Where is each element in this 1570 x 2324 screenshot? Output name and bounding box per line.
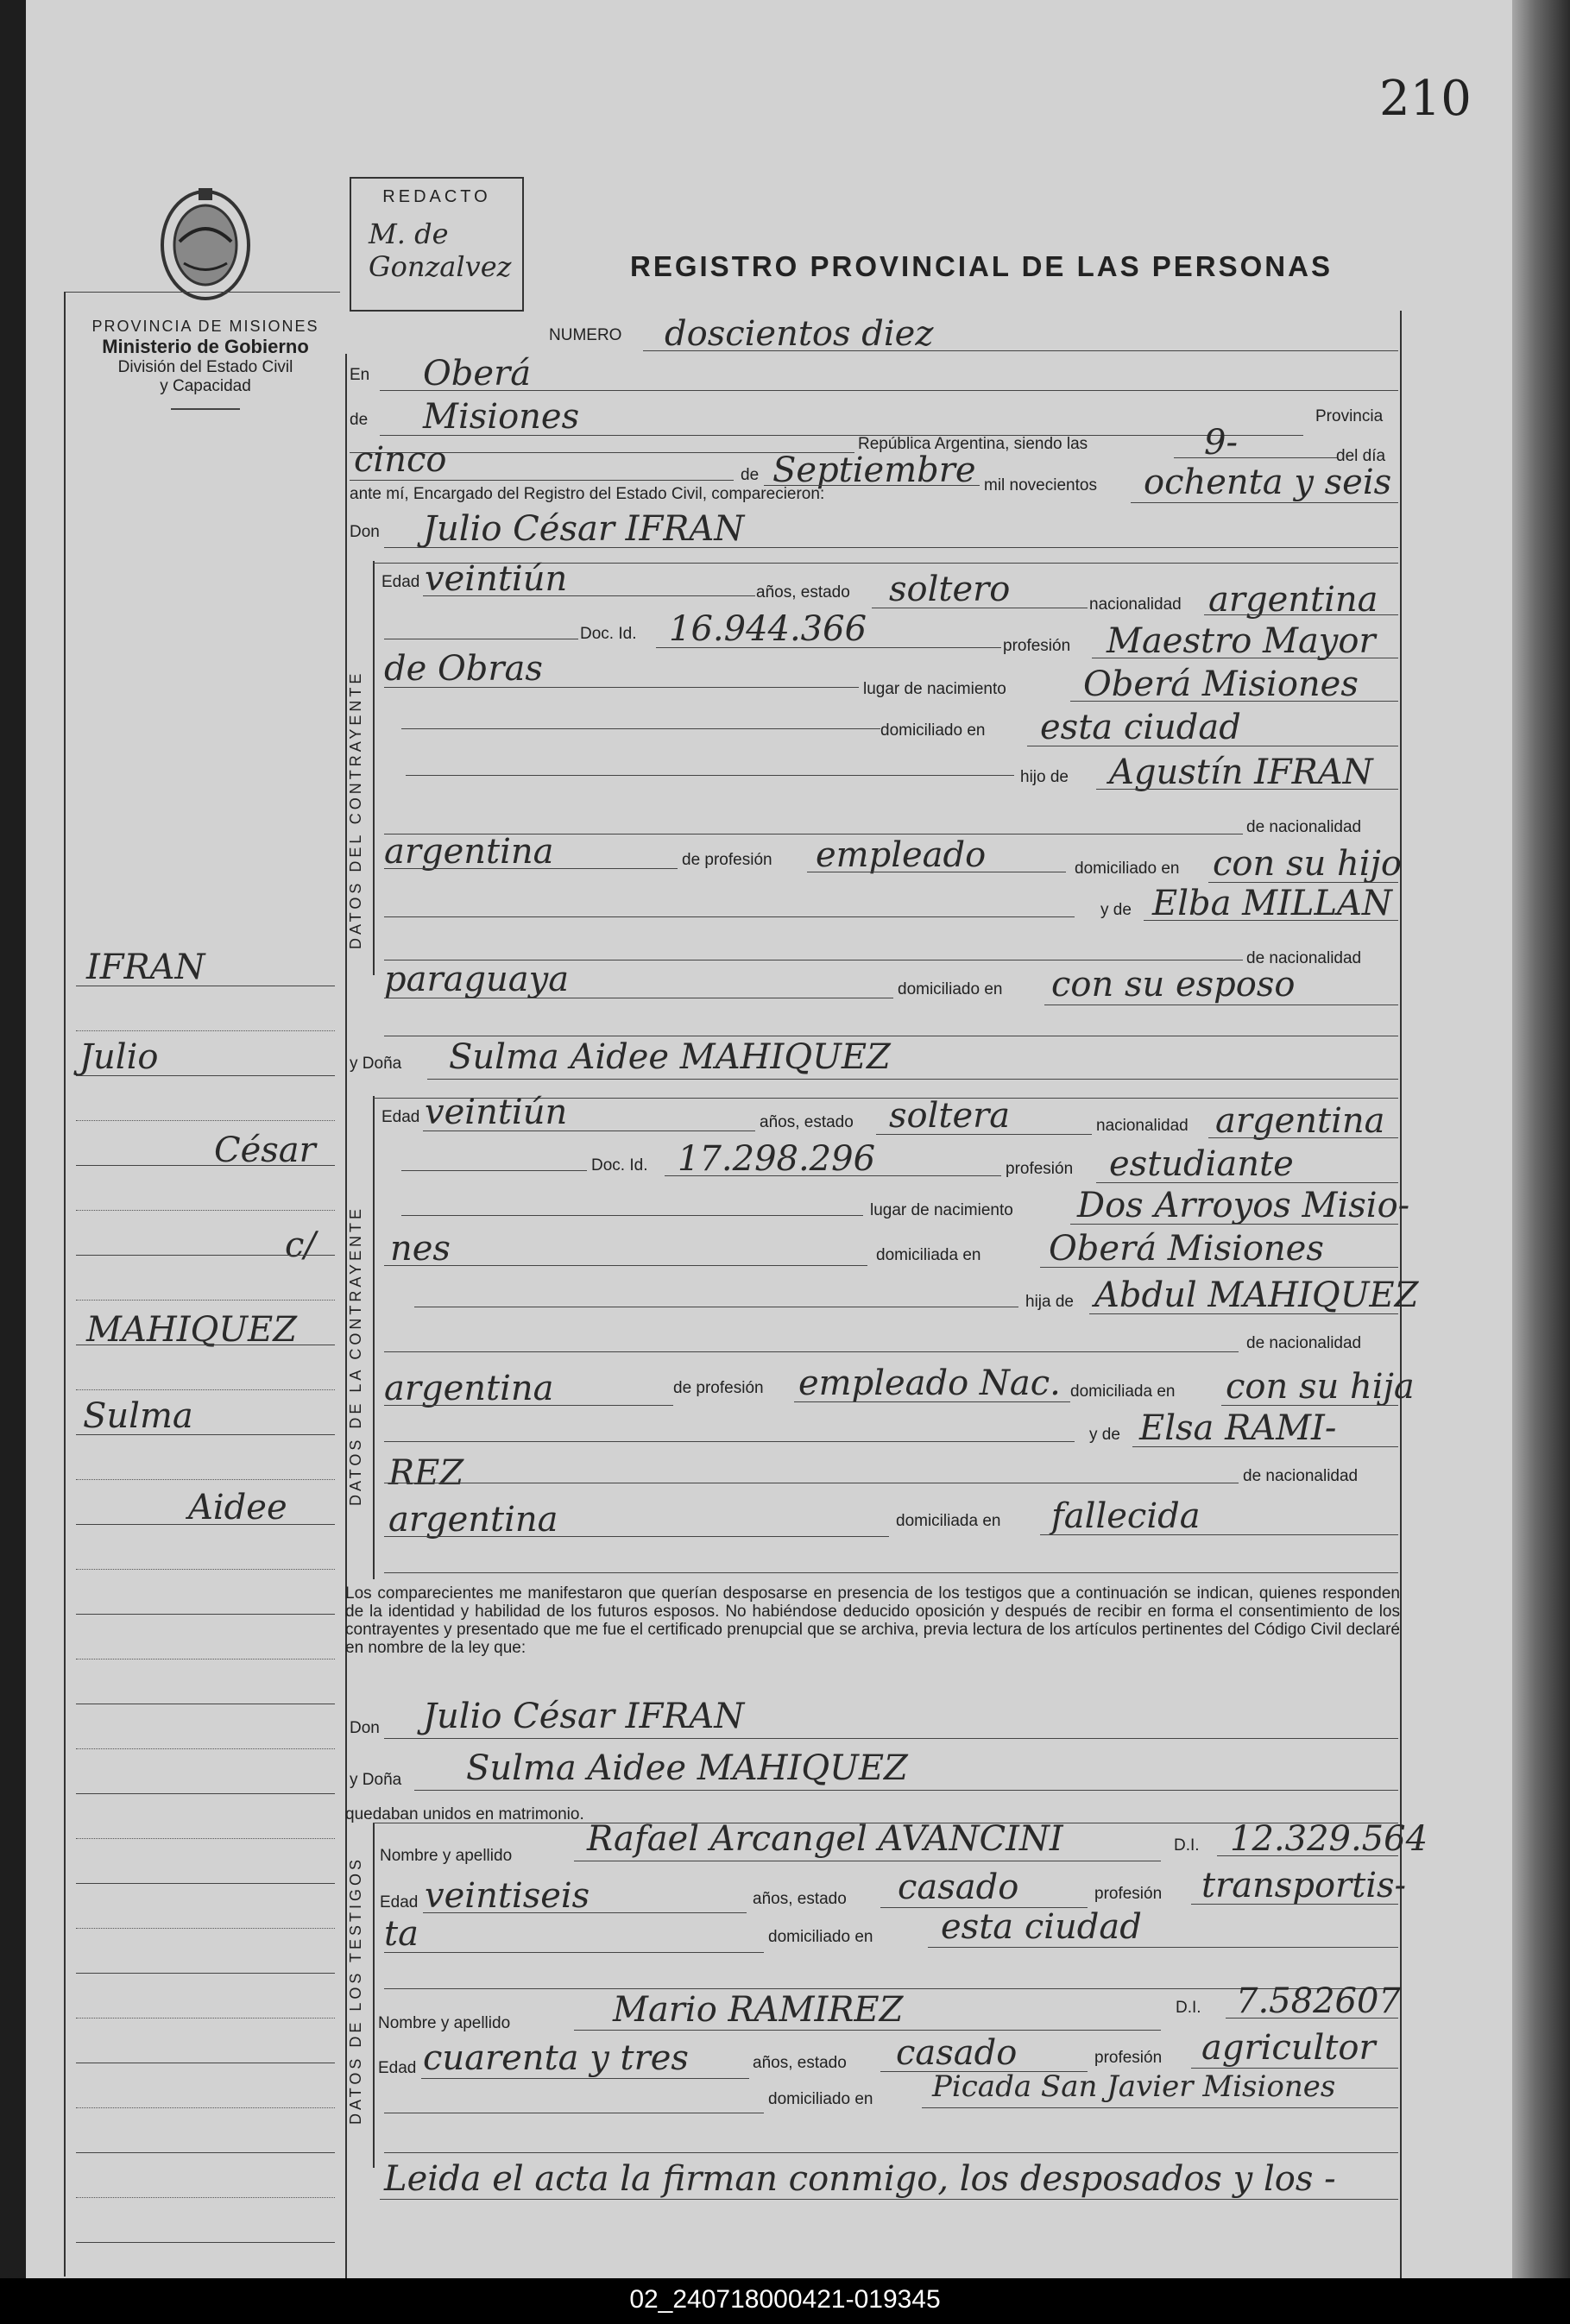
don-value: Julio César IFRAN [423, 509, 745, 549]
f-padre-dom: con su hija [1226, 1367, 1415, 1407]
margin-name-1: IFRAN [86, 948, 205, 987]
dona-label: y Doña [350, 1055, 402, 1073]
f-padre-value: Abdul MAHIQUEZ [1094, 1275, 1419, 1315]
mes-value: Septiembre [772, 450, 976, 490]
contrayenta-side-label: DATOS DE LA CONTRAYENTE [347, 1205, 364, 1506]
f-madre-cont: REZ [388, 1453, 464, 1493]
coat-of-arms-seal [154, 181, 257, 309]
t2-domicilio-value: Picada San Javier Misiones [932, 2069, 1336, 2104]
c-hijo-label: hijo de [1020, 768, 1069, 786]
t1-prof-label: profesión [1094, 1885, 1163, 1903]
c-y-de-label: y de [1100, 901, 1132, 919]
division-name: División del Estado Civil [117, 358, 293, 376]
margin-rule [76, 2152, 335, 2153]
unidos-text: quedaban unidos en matrimonio. [345, 1805, 584, 1823]
en-label: En [350, 366, 370, 384]
t2-prof-label: profesión [1094, 2049, 1163, 2067]
province-name: PROVINCIA DE MISIONES [91, 318, 319, 335]
c-padre-value: Agustín IFRAN [1109, 753, 1373, 792]
t1-estado-label: años, estado [753, 1890, 847, 1908]
decl-dona-value: Sulma Aidee MAHIQUEZ [466, 1748, 908, 1788]
c-estado-label: años, estado [756, 583, 850, 601]
f-estado-label: años, estado [760, 1113, 854, 1131]
c-edad-label: Edad [381, 573, 420, 591]
margin-name-6: Sulma [83, 1396, 193, 1436]
f-padre-prof-label: de profesión [673, 1379, 764, 1397]
f-de-nac-label: de nacionalidad [1246, 1334, 1362, 1352]
f-edad-value: veintiún [425, 1093, 568, 1132]
margin-rule [76, 1973, 335, 1974]
margin-rule [76, 1255, 335, 1256]
t2-estado-label: años, estado [753, 2054, 847, 2072]
mil-label: mil novecientos [984, 476, 1097, 494]
t1-prof-value: transportis- [1201, 1866, 1407, 1905]
c-madre-nac-label: de nacionalidad [1246, 949, 1362, 967]
f-padre-prof: empleado Nac. [798, 1364, 1061, 1403]
c-padre-prof: empleado [816, 835, 987, 875]
c-prof-cont: de Obras [384, 649, 543, 689]
f-lugar-cont: nes [390, 1229, 451, 1269]
decl-don-label: Don [350, 1719, 380, 1737]
margin-rule [76, 1165, 335, 1166]
redacto-signature: M. de Gonzalvez [369, 217, 512, 283]
c-madre-value: Elba MILLAN [1152, 884, 1392, 923]
don-label: Don [350, 523, 380, 541]
redacto-label: REDACTO [382, 187, 491, 206]
footer-id: 02_240718000421-019345 [629, 2285, 941, 2314]
f-domicilio-value: Oberá Misiones [1049, 1229, 1324, 1269]
f-madre-nac: argentina [388, 1500, 558, 1540]
registry-title: REGISTRO PROVINCIAL DE LAS PERSONAS [630, 250, 1333, 282]
c-nac-value: argentina [1208, 580, 1378, 620]
margin-rule [76, 1838, 335, 1839]
f-doc-label: Doc. Id. [591, 1156, 648, 1175]
margin-rule [76, 2242, 335, 2243]
margin-rule [76, 1479, 335, 1480]
f-padre-nac: argentina [384, 1369, 554, 1408]
c-prof-value: Maestro Mayor [1107, 621, 1376, 661]
margin-rule [76, 1569, 335, 1570]
c-lugar-value: Oberá Misiones [1083, 664, 1359, 704]
t1-prof-cont: ta [384, 1914, 419, 1954]
c-padre-dom-label: domiciliado en [1075, 860, 1180, 878]
f-doc-value: 17.298.296 [678, 1139, 876, 1179]
margin-rule [76, 1300, 335, 1301]
t2-edad-label: Edad [378, 2059, 417, 2077]
hora-value: 9- [1204, 423, 1238, 463]
margin-name-7: Aidee [188, 1488, 287, 1527]
margin-rule [76, 1120, 335, 1121]
c-de-nac-label: de nacionalidad [1246, 818, 1362, 836]
margin-name-2: Julio [79, 1037, 159, 1077]
f-y-de-label: y de [1089, 1426, 1120, 1444]
ante-label: ante mí, Encargado del Registro del Estado Civil, comparecieron: [350, 485, 825, 503]
margin-rule [76, 1210, 335, 1211]
t1-domicilio-value: esta ciudad [941, 1907, 1142, 1947]
t1-edad-value: veintiseis [425, 1876, 590, 1916]
closing-text: Leida el acta la firman conmigo, los desposados y los - [384, 2159, 1336, 2199]
margin-rule [76, 1793, 335, 1794]
f-edad-label: Edad [381, 1108, 420, 1126]
f-padre-dom-label: domiciliada en [1070, 1382, 1176, 1401]
decl-don-value: Julio César IFRAN [423, 1697, 745, 1736]
t2-di-label: D.I. [1176, 1999, 1201, 2017]
c-madre-nac: paraguaya [384, 960, 570, 999]
del-dia-label: del día [1336, 447, 1386, 465]
f-madre-nac-label: de nacionalidad [1243, 1467, 1359, 1485]
anio-value: ochenta y seis [1144, 463, 1392, 502]
de-mes-label: de [741, 466, 760, 484]
de-value: Misiones [423, 397, 580, 437]
f-nac-value: argentina [1215, 1101, 1385, 1141]
margin-name-5: MAHIQUEZ [86, 1310, 298, 1350]
division-name-cont: y Capacidad [160, 377, 251, 395]
t1-estado-value: casado [898, 1867, 1019, 1907]
c-nac-label: nacionalidad [1089, 595, 1182, 614]
declaration-paragraph: Los comparecientes me manifestaron que querían desposarse en presencia de los testigos que a continuación se indican, quienes responden de la identidad y habilidad de los futuros esposos. No habiéndose deducido oposición y después de recibir en forma el consentimiento de los contrayentes y presentado que me fue el certificado prenupcial que se archiva, previa lectura de los artículos pertinentes del Código Civil declaré en nombre de la ley que: [345, 1584, 1400, 1657]
margin-rule [76, 2018, 335, 2019]
margin-rule [76, 1075, 335, 1076]
f-madre-dom-label: domiciliada en [896, 1512, 1001, 1530]
de-label: de [350, 411, 369, 429]
c-edad-value: veintiún [425, 559, 568, 599]
en-value: Oberá [423, 354, 532, 394]
margin-rule [76, 1928, 335, 1929]
f-prof-label: profesión [1006, 1160, 1074, 1178]
f-madre-dom: fallecida [1051, 1496, 1201, 1536]
f-nac-label: nacionalidad [1096, 1117, 1189, 1135]
f-hija-label: hija de [1025, 1293, 1074, 1311]
f-prof-value: estudiante [1109, 1144, 1294, 1184]
f-madre-value: Elsa RAMI- [1139, 1408, 1337, 1448]
margin-rule [76, 1614, 335, 1615]
republica-label: República Argentina, siendo las [858, 435, 1088, 453]
margin-rule [76, 1748, 335, 1749]
t1-di-value: 12.329.564 [1230, 1819, 1428, 1859]
c-prof-label: profesión [1003, 637, 1071, 655]
t1-di-label: D.I. [1174, 1836, 1200, 1855]
t1-nombre-label: Nombre y apellido [380, 1847, 513, 1865]
dona-value: Sulma Aidee MAHIQUEZ [449, 1037, 891, 1077]
margin-rule [76, 1389, 335, 1390]
dia-value: cinco [354, 440, 447, 480]
t2-nombre-label: Nombre y apellido [378, 2014, 511, 2032]
decl-dona-label: y Doña [350, 1771, 402, 1789]
margin-rule [76, 1524, 335, 1525]
provincia-label: Provincia [1315, 407, 1384, 425]
t2-domicilio-label: domiciliado en [768, 2090, 873, 2108]
c-madre-dom: con su esposo [1051, 965, 1296, 1005]
c-madre-dom-label: domiciliado en [898, 980, 1003, 998]
margin-rule [76, 1434, 335, 1435]
c-doc-label: Doc. Id. [580, 625, 637, 643]
t2-edad-value: cuarenta y tres [423, 2038, 689, 2078]
t2-estado-value: casado [896, 2033, 1018, 2073]
book-binding [1512, 0, 1570, 2278]
margin-rule [76, 2107, 335, 2108]
t1-edad-label: Edad [380, 1893, 419, 1911]
margin-rule [76, 1659, 335, 1660]
c-padre-dom: con su hijo [1213, 844, 1403, 884]
province-block [76, 318, 335, 410]
testigos-side-label: DATOS DE LOS TESTIGOS [347, 1855, 364, 2125]
t1-domicilio-label: domiciliado en [768, 1928, 873, 1946]
t2-di-value: 7.582607 [1236, 1981, 1401, 2021]
margin-rule [76, 1883, 335, 1884]
c-doc-value: 16.944.366 [669, 609, 867, 649]
f-lugar-label: lugar de nacimiento [870, 1201, 1013, 1219]
f-lugar-value: Dos Arroyos Misio- [1077, 1186, 1410, 1225]
c-domicilio-label: domiciliado en [880, 721, 986, 740]
f-estado-value: soltera [889, 1096, 1011, 1136]
margin-rule [76, 1030, 335, 1031]
t2-nombre-value: Mario RAMIREZ [613, 1990, 904, 2030]
c-padre-nac: argentina [384, 832, 554, 872]
redacto-stamp [350, 177, 524, 312]
numero-label: NUMERO [549, 326, 622, 344]
t2-prof-value: agricultor [1201, 2028, 1376, 2068]
margin-name-3: César [214, 1131, 316, 1170]
page-number: 210 [1379, 71, 1472, 127]
margin-name-4: c/ [285, 1225, 316, 1265]
margin-rule [76, 2197, 335, 2198]
ministry-name: Ministerio de Gobierno [102, 336, 309, 357]
c-lugar-label: lugar de nacimiento [863, 680, 1006, 698]
c-estado-value: soltero [889, 570, 1011, 609]
t1-nombre-value: Rafael Arcangel AVANCINI [587, 1819, 1063, 1859]
c-domicilio-value: esta ciudad [1040, 708, 1241, 747]
contrayente-side-label: DATOS DEL CONTRAYENTE [347, 670, 364, 949]
f-domicilio-label: domiciliada en [876, 1246, 981, 1264]
c-padre-prof-label: de profesión [682, 851, 772, 869]
numero-value: doscientos diez [665, 314, 934, 354]
